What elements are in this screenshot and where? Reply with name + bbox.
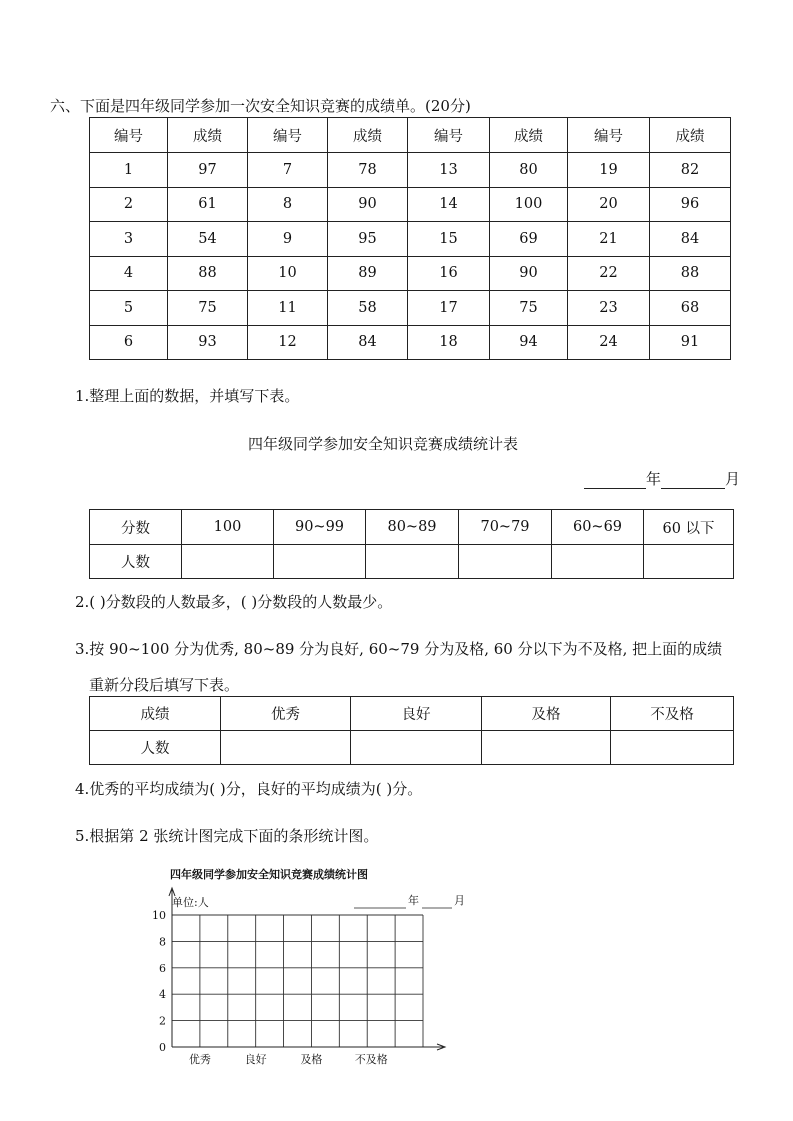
table-cell: 8 bbox=[248, 187, 328, 222]
y-tick-label: 2 bbox=[159, 1014, 166, 1028]
table-cell: 94 bbox=[490, 325, 568, 360]
table-cell: 16 bbox=[408, 256, 490, 291]
question-4-text: 4.优秀的平均成绩为( )分，良好的平均成绩为( )分。 bbox=[75, 780, 423, 798]
table-row bbox=[90, 256, 731, 291]
table-cell: 12 bbox=[248, 325, 328, 360]
table-cell: 69 bbox=[490, 222, 568, 257]
table-cell: 21 bbox=[568, 222, 650, 257]
chart-y-ticks bbox=[152, 909, 166, 1054]
y-tick-label: 8 bbox=[159, 935, 166, 949]
table-cell: 84 bbox=[650, 222, 731, 257]
table-cell: 100 bbox=[490, 187, 568, 222]
table-cell: 88 bbox=[168, 256, 248, 291]
table-cell: 编号 bbox=[408, 118, 490, 153]
chart-axes bbox=[169, 888, 445, 1050]
x-category-label: 良好 bbox=[244, 1053, 267, 1066]
answer-cell[interactable] bbox=[644, 545, 734, 579]
table-cell: 编号 bbox=[90, 118, 168, 153]
table-cell: 97 bbox=[168, 153, 248, 188]
question-5-text: 5.根据第 2 张统计图完成下面的条形统计图。 bbox=[75, 827, 379, 845]
table-cell: 优秀 bbox=[221, 697, 351, 731]
answer-cell[interactable] bbox=[459, 545, 552, 579]
date-line bbox=[584, 469, 740, 489]
table-cell: 95 bbox=[328, 222, 408, 257]
y-tick-label: 4 bbox=[159, 988, 166, 1002]
chart-grid bbox=[172, 915, 423, 1047]
chart-unit-label: 单位:人 bbox=[172, 896, 209, 909]
table-cell: 7 bbox=[248, 153, 328, 188]
section-heading: 六、下面是四年级同学参加一次安全知识竞赛的成绩单。(20分) bbox=[50, 97, 471, 115]
table-cell: 6 bbox=[90, 325, 168, 360]
table-cell: 89 bbox=[328, 256, 408, 291]
x-category-label: 及格 bbox=[300, 1053, 323, 1066]
question-1-text: 1.整理上面的数据，并填写下表。 bbox=[75, 387, 300, 405]
table-cell: 不及格 bbox=[611, 697, 734, 731]
table-cell: 90 bbox=[490, 256, 568, 291]
answer-cell[interactable] bbox=[611, 731, 734, 765]
grade-table bbox=[89, 696, 734, 765]
table-cell: 88 bbox=[650, 256, 731, 291]
answer-cell[interactable] bbox=[274, 545, 366, 579]
table-cell: 91 bbox=[650, 325, 731, 360]
score-range-count-row bbox=[90, 545, 734, 579]
score-table bbox=[89, 117, 731, 360]
y-tick-label: 0 bbox=[159, 1041, 166, 1054]
table-cell: 24 bbox=[568, 325, 650, 360]
table-cell: 编号 bbox=[568, 118, 650, 153]
table-cell: 90~99 bbox=[274, 510, 366, 545]
table-cell: 成绩 bbox=[328, 118, 408, 153]
table-cell: 5 bbox=[90, 291, 168, 326]
table-cell: 75 bbox=[168, 291, 248, 326]
score-range-header-row bbox=[90, 510, 734, 545]
table-cell: 13 bbox=[408, 153, 490, 188]
y-tick-label: 6 bbox=[159, 961, 166, 975]
grade-header-row bbox=[90, 697, 734, 731]
table-cell: 60~69 bbox=[552, 510, 644, 545]
month-blank[interactable] bbox=[661, 472, 725, 489]
table-cell: 18 bbox=[408, 325, 490, 360]
table-cell: 良好 bbox=[351, 697, 482, 731]
table-header-row bbox=[90, 118, 731, 153]
month-label: 月 bbox=[725, 470, 741, 488]
table-cell: 2 bbox=[90, 187, 168, 222]
table-cell: 成绩 bbox=[168, 118, 248, 153]
table-cell: 75 bbox=[490, 291, 568, 326]
table-cell: 编号 bbox=[248, 118, 328, 153]
table-cell: 93 bbox=[168, 325, 248, 360]
table-cell: 96 bbox=[650, 187, 731, 222]
table-cell: 成绩 bbox=[490, 118, 568, 153]
chart-year-label: 年 bbox=[408, 894, 419, 907]
table-cell: 22 bbox=[568, 256, 650, 291]
table-cell: 80 bbox=[490, 153, 568, 188]
chart-month-label: 月 bbox=[454, 894, 465, 907]
row-label: 人数 bbox=[90, 545, 182, 579]
question-2-text: 2.( )分数段的人数最多，( )分数段的人数最少。 bbox=[75, 593, 393, 611]
table-cell: 82 bbox=[650, 153, 731, 188]
table-cell: 58 bbox=[328, 291, 408, 326]
table-cell: 15 bbox=[408, 222, 490, 257]
question-3-line-1: 3.按 90~100 分为优秀, 80~89 分为良好, 60~79 分为及格, 60 分以下为不及格, 把上面的成绩 bbox=[75, 640, 723, 658]
table-cell: 10 bbox=[248, 256, 328, 291]
stats-table-title: 四年级同学参加安全知识竞赛成绩统计表 bbox=[248, 435, 519, 453]
table-cell: 1 bbox=[90, 153, 168, 188]
score-range-table bbox=[89, 509, 734, 579]
table-cell: 14 bbox=[408, 187, 490, 222]
answer-cell[interactable] bbox=[182, 545, 274, 579]
table-cell: 9 bbox=[248, 222, 328, 257]
table-cell: 分数 bbox=[90, 510, 182, 545]
answer-cell[interactable] bbox=[366, 545, 459, 579]
x-category-label: 优秀 bbox=[188, 1053, 211, 1066]
year-blank[interactable] bbox=[584, 472, 646, 489]
table-cell: 78 bbox=[328, 153, 408, 188]
table-cell: 61 bbox=[168, 187, 248, 222]
table-cell: 60 以下 bbox=[644, 510, 734, 545]
table-cell: 4 bbox=[90, 256, 168, 291]
table-cell: 成绩 bbox=[650, 118, 731, 153]
table-cell: 20 bbox=[568, 187, 650, 222]
table-cell: 11 bbox=[248, 291, 328, 326]
table-row bbox=[90, 291, 731, 326]
table-cell: 80~89 bbox=[366, 510, 459, 545]
table-row bbox=[90, 325, 731, 360]
answer-cell[interactable] bbox=[221, 731, 351, 765]
table-row bbox=[90, 187, 731, 222]
x-category-label: 不及格 bbox=[354, 1053, 388, 1066]
y-tick-label: 10 bbox=[152, 909, 166, 922]
answer-cell[interactable] bbox=[552, 545, 644, 579]
chart-title: 四年级同学参加安全知识竞赛成绩统计图 bbox=[170, 868, 368, 881]
table-row bbox=[90, 153, 731, 188]
table-cell: 23 bbox=[568, 291, 650, 326]
table-cell: 90 bbox=[328, 187, 408, 222]
table-cell: 100 bbox=[182, 510, 274, 545]
table-cell: 68 bbox=[650, 291, 731, 326]
year-label: 年 bbox=[646, 470, 662, 488]
chart-categories bbox=[189, 1052, 388, 1066]
table-cell: 及格 bbox=[482, 697, 611, 731]
table-row bbox=[90, 222, 731, 257]
grade-count-row bbox=[90, 731, 734, 765]
answer-cell[interactable] bbox=[351, 731, 482, 765]
row-label: 人数 bbox=[90, 731, 221, 765]
table-cell: 70~79 bbox=[459, 510, 552, 545]
bar-chart bbox=[140, 860, 465, 1070]
table-cell: 54 bbox=[168, 222, 248, 257]
answer-cell[interactable] bbox=[482, 731, 611, 765]
table-cell: 84 bbox=[328, 325, 408, 360]
table-cell: 3 bbox=[90, 222, 168, 257]
table-cell: 17 bbox=[408, 291, 490, 326]
table-cell: 19 bbox=[568, 153, 650, 188]
table-cell: 成绩 bbox=[90, 697, 221, 731]
question-3-line-2: 重新分段后填写下表。 bbox=[89, 676, 240, 694]
